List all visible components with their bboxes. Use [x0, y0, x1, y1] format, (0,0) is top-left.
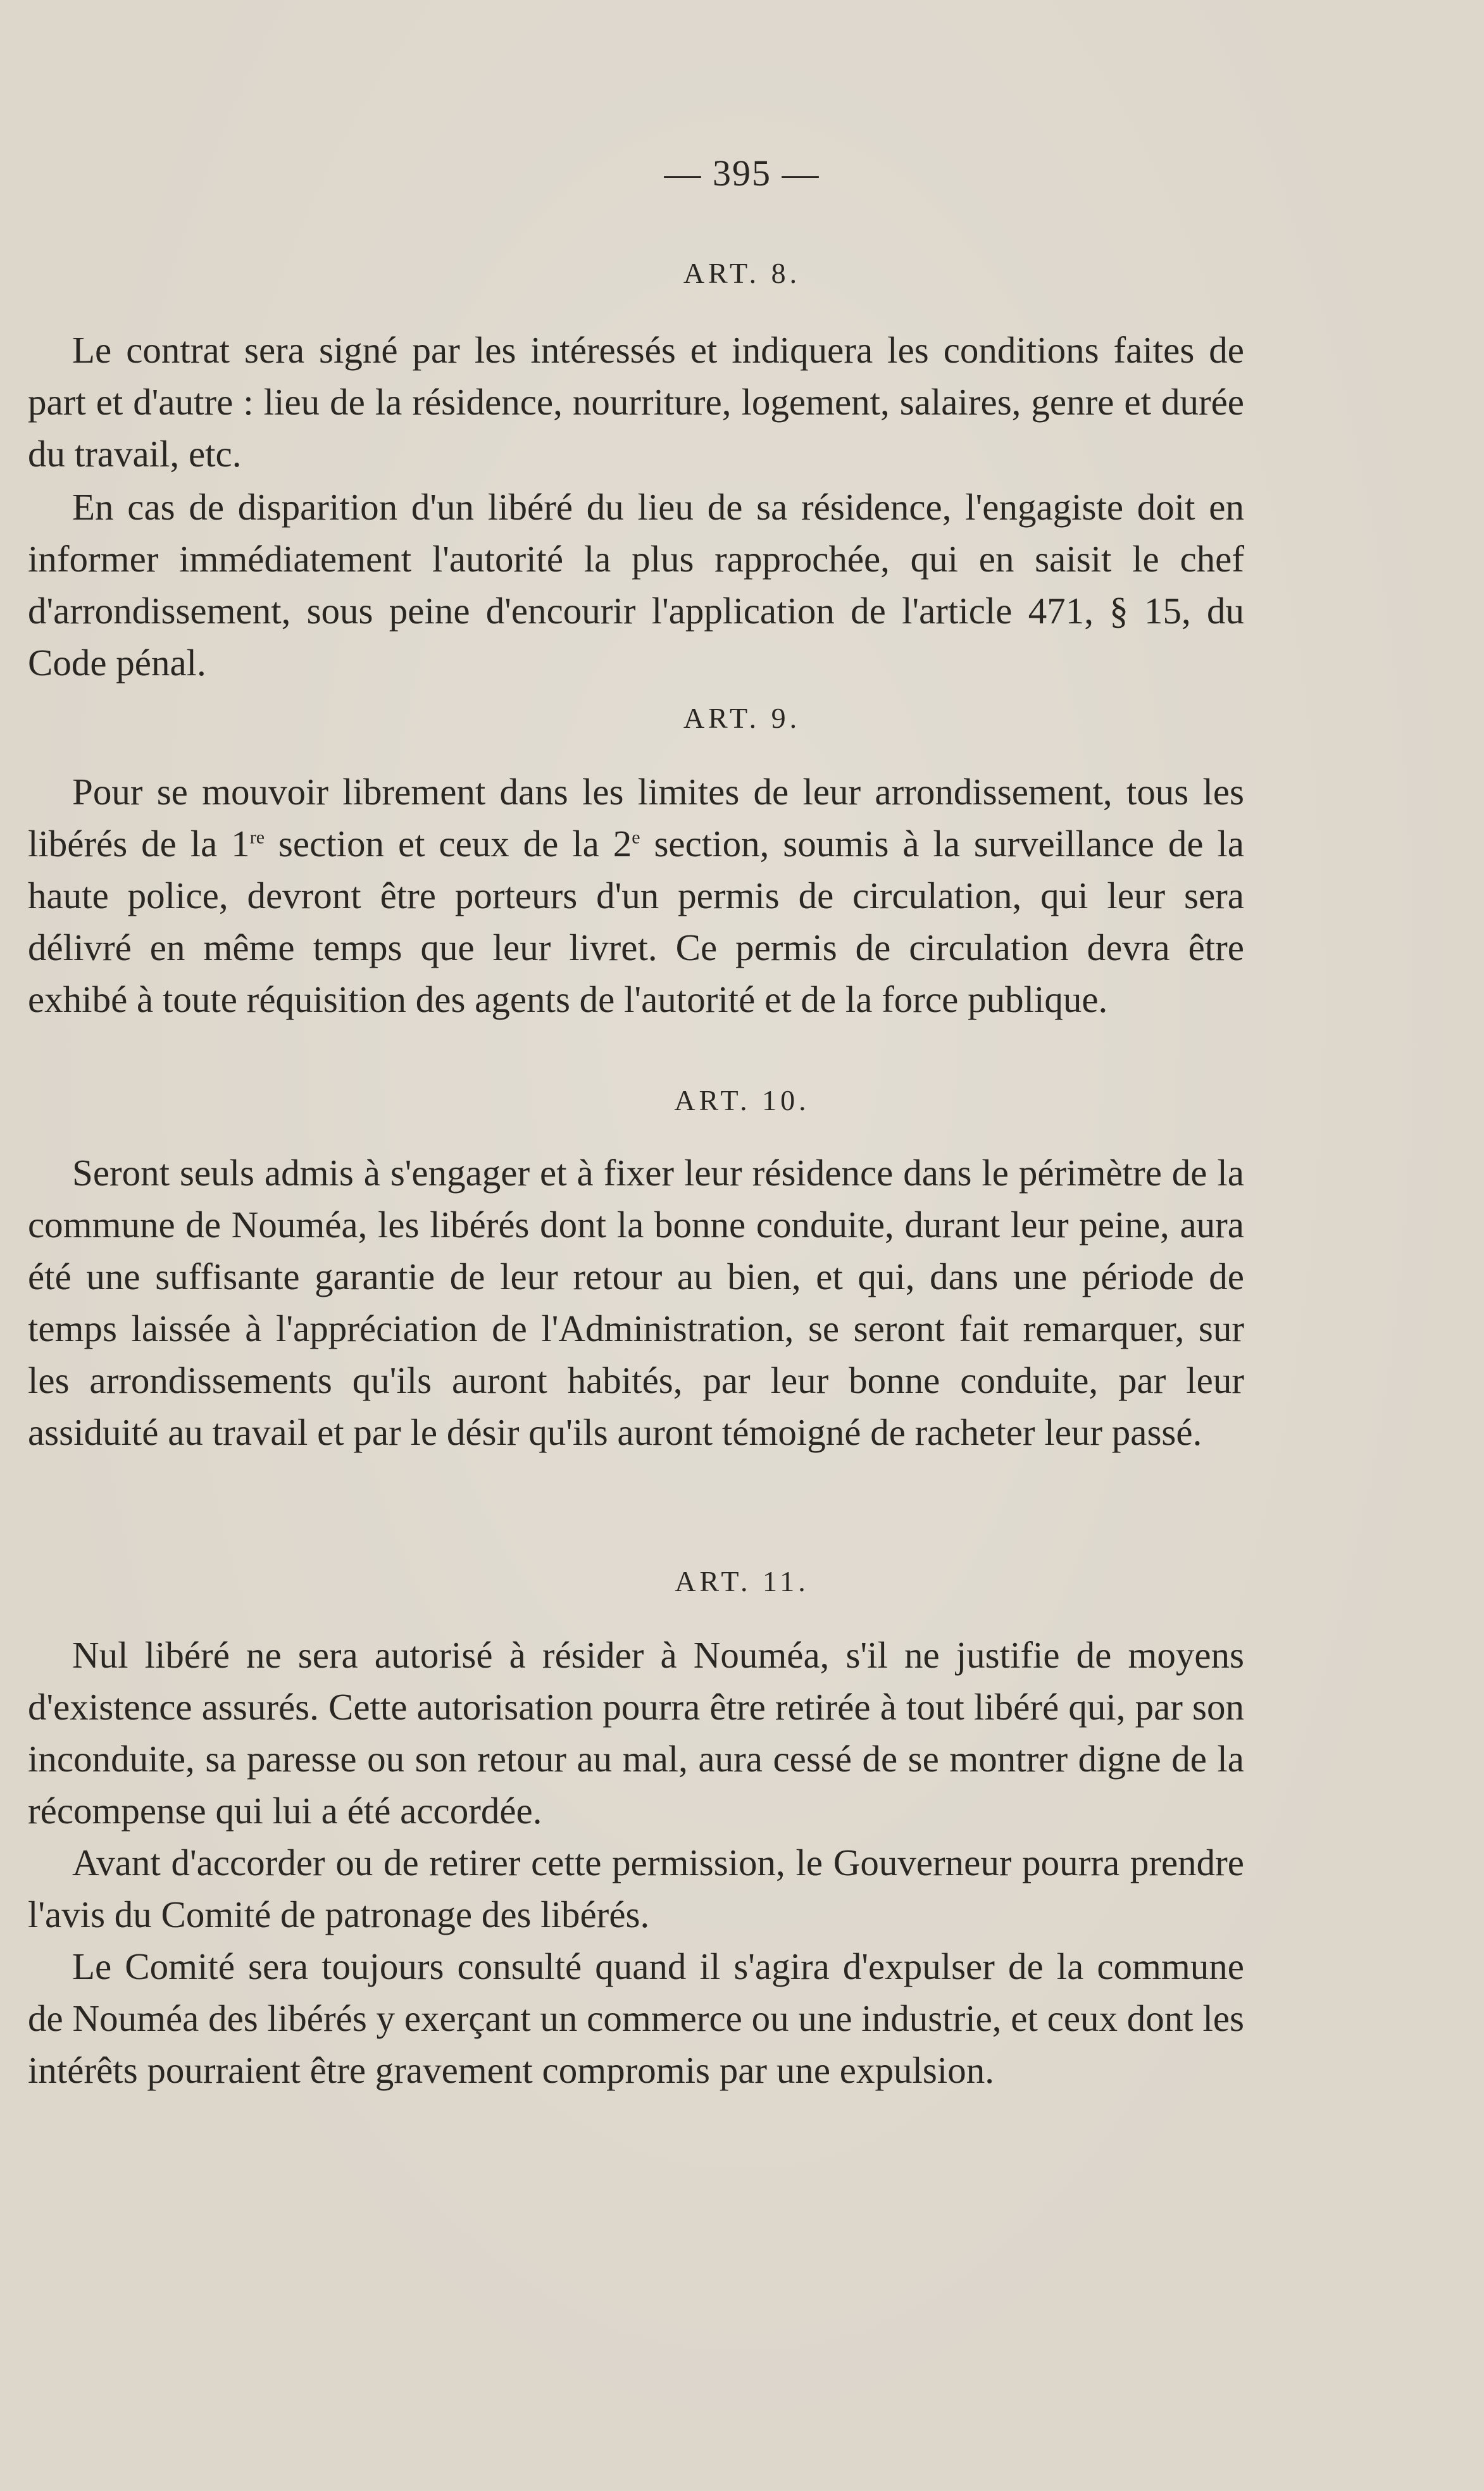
superscript-e: e	[632, 827, 640, 848]
article-11-paragraph-2: Avant d'accorder ou de retirer cette permission, le Gouverneur pourra prendre l'avis du Comité de patronage des libérés.	[28, 1842, 1244, 1935]
article-11-paragraph-3: Le Comité sera toujours consulté quand il s'agira d'expulser de la commune de Nouméa des libérés y exerçant un commerce ou une industrie, et ceux dont les intérêts pourraient être gravement compromis par une expulsion.	[28, 1945, 1244, 2091]
article-11-heading: ART. 11.	[675, 1565, 809, 1597]
article-8-paragraph-1: Le contrat sera signé par les intéressés et indiquera les conditions faites de part et d'autre : lieu de la résidence, nourriture, logement, salaires, genre et durée du travail, etc.	[28, 329, 1244, 475]
article-9-heading: ART. 9.	[683, 702, 801, 734]
superscript-re: re	[249, 827, 265, 848]
page-number: — 395 —	[664, 153, 820, 194]
article-8-heading: ART. 8.	[683, 257, 801, 289]
article-11-paragraph-1: Nul libéré ne sera autorisé à résider à Nouméa, s'il ne justifie de moyens d'existence assurés. Cette autorisation pourra être retirée à tout libéré qui, par son inconduite, sa paresse ou son retour au mal, aura cessé de se montrer digne de la récompense qui lui a été accordée.	[28, 1634, 1244, 1832]
article-9-paragraph-1: Pour se mouvoir librement dans les limites de leur arrondissement, tous les libérés de la 1re section et ceux de la 2e section, soumis à la surveillance de la haute police, devront être porteurs d'un permis de circulation, qui leur sera délivré en même temps que leur livret. Ce permis de circulation devra être exhibé à toute réquisition des agents de l'autorité et de la force publique.	[28, 771, 1244, 1020]
article-10-heading: ART. 10.	[674, 1084, 810, 1116]
article-8-paragraph-2: En cas de disparition d'un libéré du lieu de sa résidence, l'engagiste doit en informer immédiatement l'autorité la plus rapprochée, qui en saisit le chef d'arrondissement, sous peine d'encourir l'application de l'article 471, § 15, du Code pénal.	[28, 486, 1244, 684]
article-10-paragraph-1: Seront seuls admis à s'engager et à fixer leur résidence dans le périmètre de la commune de Nouméa, les libérés dont la bonne conduite, durant leur peine, aura été une suffisante garantie de leur retour au bien, et qui, dans une période de temps laissée à l'appréciation de l'Administration, se seront fait remarquer, sur les arrondissements qu'ils auront habités, par leur bonne conduite, par leur assiduité au travail et par le désir qu'ils auront témoigné de racheter leur passé.	[28, 1152, 1244, 1453]
